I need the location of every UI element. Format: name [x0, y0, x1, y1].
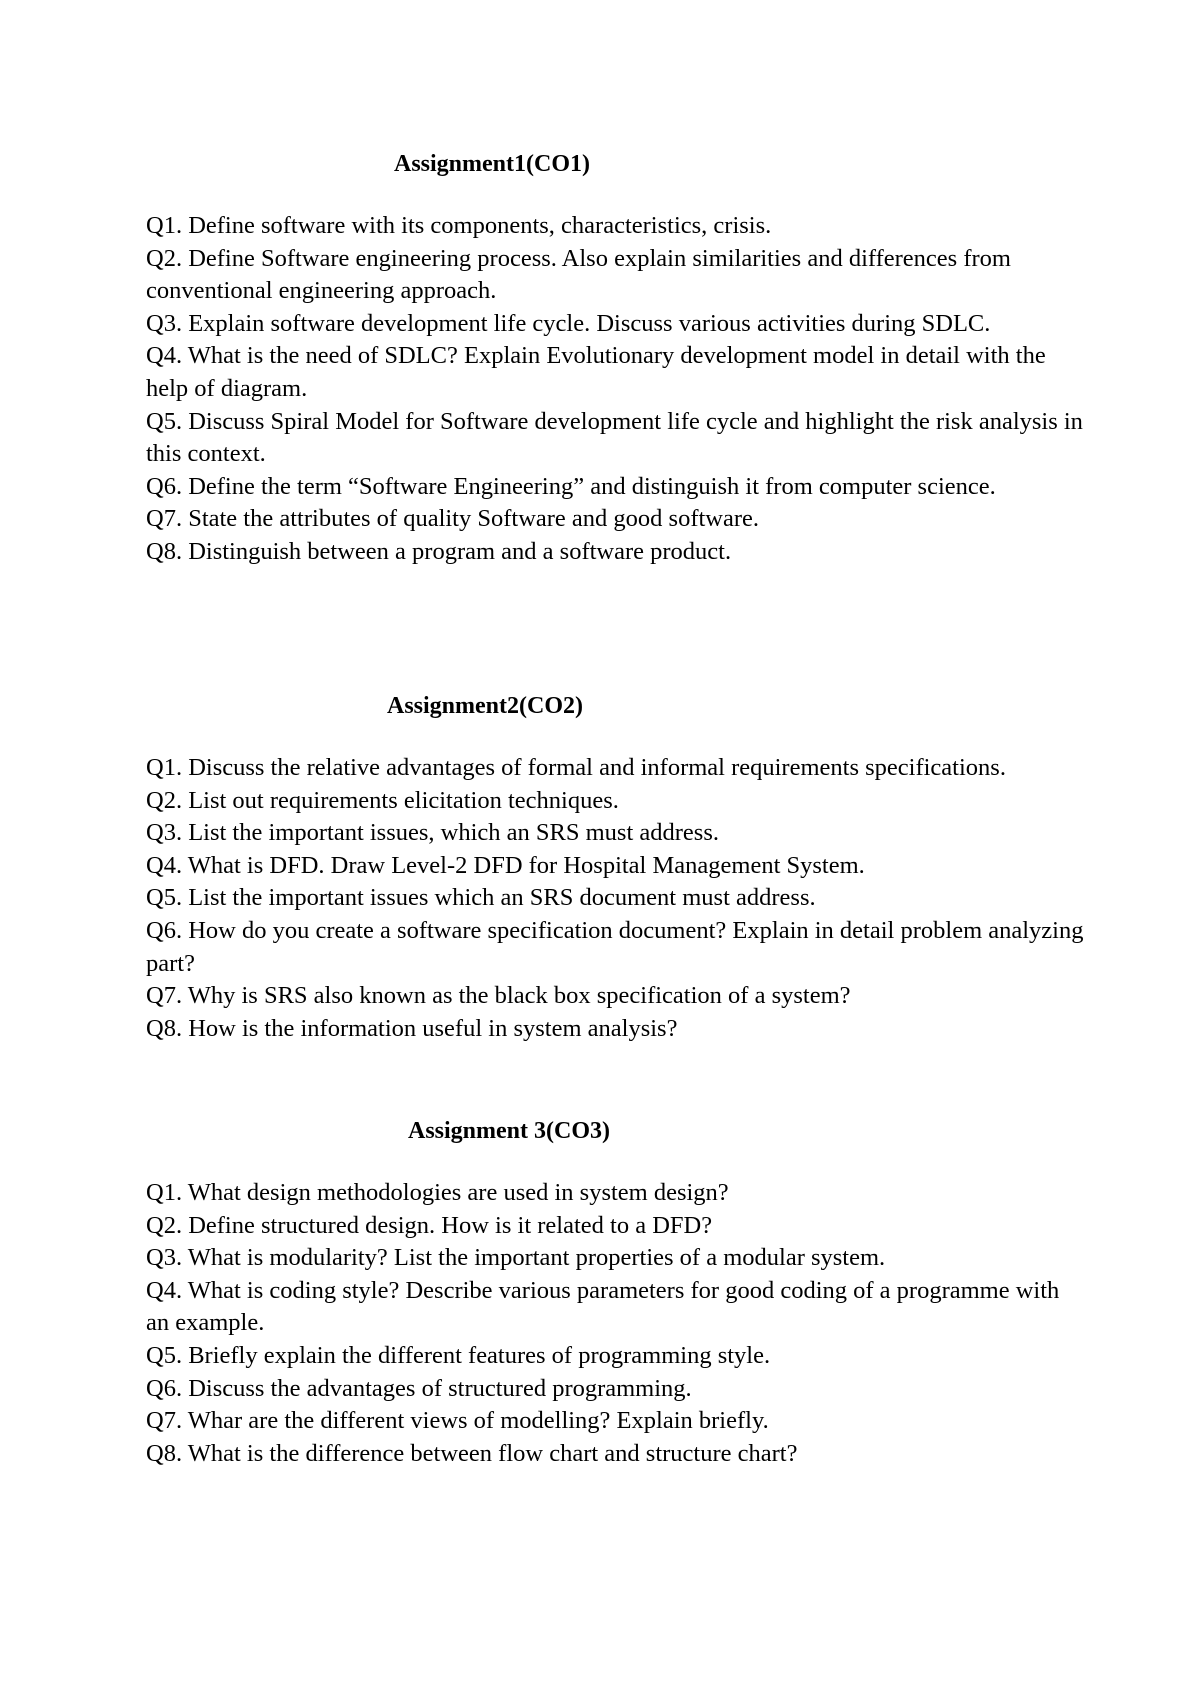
assignment-3-question-1: Q1. What design methodologies are used in system design?: [146, 1179, 729, 1206]
assignment-3-question-4: Q4. What is coding style? Describe various parameters for good coding of a programme with an example.: [146, 1276, 1060, 1337]
assignment-2-question-7: Q7. Why is SRS also known as the black box specification of a system?: [146, 982, 851, 1010]
assignment-3-question-6: Q6. Discuss the advantages of structured programming.: [146, 1374, 692, 1402]
assignment-1-question-3: Q3. Explain software development life cycle. Discuss various activities during SDLC.: [146, 309, 991, 337]
assignment-2-question-1: Q1. Discuss the relative advantages of formal and informal requirements specifications.: [146, 754, 1006, 781]
assignment-2-question-2: Q2. List out requirements elicitation techniques.: [146, 786, 619, 814]
assignment-3-question-7: Q7. Whar are the different views of modelling? Explain briefly.: [146, 1407, 769, 1435]
assignment-3-question-2: Q2. Define structured design. How is it related to a DFD?: [146, 1211, 713, 1239]
assignment-1-section: [146, 148, 1086, 569]
assignment-3-question-8: Q8. What is the difference between flow chart and structure chart?: [146, 1439, 798, 1467]
assignment-1-question-7: Q7. State the attributes of quality Software and good software.: [146, 505, 760, 533]
assignment-1-heading: Assignment1(CO1): [394, 151, 590, 177]
assignment-1-question-8: Q8. Distinguish between a program and a software product.: [146, 537, 732, 565]
assignment-2-section: [146, 690, 1086, 1045]
assignment-1-question-6: Q6. Define the term “Software Engineering” and distinguish it from computer science.: [146, 472, 996, 500]
assignment-2-heading: Assignment2(CO2): [387, 693, 583, 719]
assignment-2-question-4: Q4. What is DFD. Draw Level-2 DFD for Hospital Management System.: [146, 851, 865, 879]
assignment-2-question-8: Q8. How is the information useful in system analysis?: [146, 1014, 678, 1042]
assignment-2-question-6: Q6. How do you create a software specification document? Explain in detail problem analyzing part?: [146, 916, 1084, 977]
assignment-2-question-5: Q5. List the important issues which an SRS document must address.: [146, 884, 816, 912]
assignment-2-question-3: Q3. List the important issues, which an SRS must address.: [146, 819, 719, 847]
assignment-3-heading: Assignment 3(CO3): [408, 1118, 610, 1144]
assignment-3-question-5: Q5. Briefly explain the different features of programming style.: [146, 1341, 771, 1369]
assignment-3-section: [146, 1115, 1086, 1470]
assignment-1-question-1: Q1. Define software with its components, characteristics, crisis.: [146, 212, 772, 239]
assignment-1-question-4: Q4. What is the need of SDLC? Explain Evolutionary development model in detail with the help of diagram.: [146, 342, 1046, 402]
assignment-3-question-3: Q3. What is modularity? List the important properties of a modular system.: [146, 1244, 886, 1272]
assignment-1-question-2: Q2. Define Software engineering process. Also explain similarities and differences from conventional engineering approach.: [146, 244, 1011, 305]
assignment-1-question-5: Q5. Discuss Spiral Model for Software development life cycle and highlight the risk analysis in this context.: [146, 407, 1083, 468]
